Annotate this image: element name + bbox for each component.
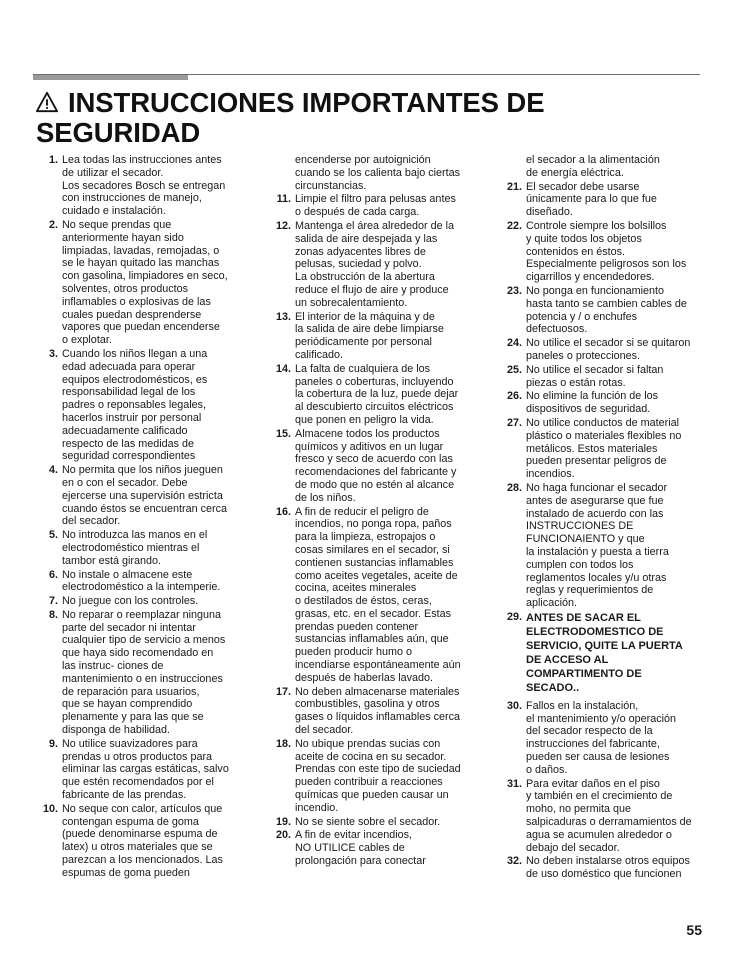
instruction-text: No deben instalarse otros equipos de uso doméstico que funcionen	[526, 855, 690, 881]
instruction-text: No haga funcionar el secador antes de asegurarse que fue instalado de acuerdo con las INSTRUCCIONES DE FUNCIONAIENTO y que la instalación y puesta a tierra cumplen con todos los reglamentos locales y/u otras reglas y requerimientos de aplicación.	[526, 481, 669, 610]
instruction-item	[36, 595, 246, 608]
instruction-text: Cuando los niños llegan a una edad adecuada para operar equipos electrodomésticos, es responsabilidad legal de los padres o reponsables legales, hacerlos instruir por personal adecuadamente calificado respecto de las medidas de seguridad correspondientes	[62, 347, 208, 463]
instruction-text: El secador debe usarse únicamente para lo que fue diseñado.	[526, 180, 657, 219]
instruction-number	[500, 154, 526, 180]
instruction-number: 29.	[506, 610, 522, 623]
instruction-item	[269, 193, 479, 219]
instruction-text: Almacene todos los productos químicos y aditivos en un lugar fresco y seco de acuerdo con las recomendaciones del fabricante y de modo que no estén al alcance de los niños.	[295, 427, 457, 504]
instruction-text: El interior de la máquina y de la salida de aire debe limpiarse periódicamente por personal calificado.	[295, 310, 444, 361]
instruction-text: No instale o almacene este electrodoméstico a la intemperie.	[62, 568, 221, 594]
instruction-item	[500, 220, 710, 284]
instruction-text: No elimine la función de los dispositivos de seguridad.	[526, 390, 659, 416]
instruction-text: No ubique prendas sucias con aceite de cocina en su secador. Prendas con este tipo de suciedad pueden contribuir a reacciones químicas que pueden causar un incendio.	[295, 737, 461, 814]
page-number: 55	[686, 922, 702, 938]
instruction-item	[36, 803, 246, 880]
instruction-number: 21.	[506, 180, 522, 193]
column-3	[500, 154, 710, 882]
instruction-number: 3.	[48, 347, 58, 360]
instruction-text: No juegue con los controles.	[62, 595, 199, 608]
instruction-number: 27.	[506, 416, 522, 429]
instruction-number: 25.	[506, 363, 522, 376]
instruction-text: No deben almacenarse materiales combustibles, gasolina y otros gases o líquidos inflamables cerca del secador.	[295, 685, 461, 737]
instruction-item	[269, 816, 479, 829]
instruction-number: 19.	[275, 815, 291, 828]
instruction-number: 11.	[276, 193, 291, 206]
instruction-number: 31.	[506, 777, 522, 790]
instruction-number: 16.	[275, 505, 291, 518]
warning-triangle-icon	[36, 91, 58, 113]
instruction-item	[500, 778, 710, 855]
instruction-item	[500, 611, 710, 695]
instruction-number: 1.	[48, 154, 58, 166]
instruction-item	[500, 154, 710, 180]
instruction-number: 8.	[48, 608, 58, 621]
instruction-text: Mantenga el área alrededor de la salida de aire despejada y las zonas adyacentes libres de pelusas, suciedad y polvo. La obstrucción de la abertura reduce el flujo de aire y produce un sobrecalentamiento.	[295, 219, 455, 309]
instruction-number: 4.	[48, 464, 58, 477]
instruction-item	[269, 154, 479, 192]
instruction-item	[36, 569, 246, 595]
instruction-number	[269, 154, 295, 192]
instruction-number: 17.	[275, 685, 291, 698]
instruction-text: Limpie el filtro para pelusas antes o después de cada carga.	[295, 193, 456, 219]
instruction-number: 22.	[506, 219, 522, 232]
instruction-item	[500, 482, 710, 610]
instruction-item	[269, 829, 479, 867]
instruction-item	[500, 417, 710, 481]
instruction-number: 20.	[275, 829, 291, 842]
instruction-item	[269, 686, 479, 737]
instruction-item	[269, 428, 479, 505]
instruction-number: 14.	[275, 362, 291, 375]
instruction-text: No utilice conductos de material plástico o materiales flexibles no metálicos. Estos materiales pueden presentar peligros de incendios.	[526, 416, 682, 481]
instruction-item	[500, 700, 710, 777]
instruction-item	[500, 364, 710, 390]
instruction-text: encenderse por autoignición cuando se los calienta bajo ciertas circunstancias.	[295, 154, 461, 192]
instruction-item	[269, 311, 479, 362]
instruction-item	[269, 506, 479, 685]
instruction-text: Fallos en la instalación, el mantenimiento y/o operación del secador respecto de la instrucciones del fabricante, pueden ser causa de lesiones o daños.	[526, 699, 677, 776]
instruction-item	[36, 219, 246, 347]
instruction-text: No se siente sobre el secador.	[295, 815, 441, 828]
instruction-number: 32.	[506, 855, 522, 868]
instruction-number: 24.	[506, 337, 522, 350]
page-title	[36, 88, 696, 148]
instruction-text: A fin de evitar incendios, NO UTILICE cables de prolongación para conectar	[295, 829, 426, 868]
instruction-item	[36, 154, 246, 218]
instruction-text: Para evitar daños en el piso y también en el crecimiento de moho, no permita que salpicaduras o derramamientos de agua se acumulen alrededor o debajo del secador.	[526, 777, 692, 854]
instruction-number: 26.	[506, 390, 522, 403]
title-line-2: SEGURIDAD	[36, 117, 201, 148]
instruction-item	[500, 181, 710, 219]
instruction-text: No utilice suavizadores para prendas u otros productos para eliminar las cargas estáticas, salvo que estén recomendados por el fabricante de las prendas.	[62, 737, 229, 802]
instruction-number: 2.	[48, 218, 58, 231]
instruction-item	[269, 363, 479, 427]
instruction-item	[36, 609, 246, 737]
instruction-number: 18.	[275, 737, 291, 750]
instruction-number: 30.	[506, 699, 522, 712]
instruction-number: 15.	[275, 427, 291, 440]
instruction-item	[36, 529, 246, 567]
instruction-number: 12.	[275, 219, 291, 232]
instruction-item	[269, 738, 479, 815]
instruction-item	[36, 348, 246, 463]
instruction-text: A fin de reducir el peligro de incendios, no ponga ropa, paños para la limpieza, estropajos o cosas similares en el secador, si contienen sustancias inflamables como aceites vegetales, aceite de cocina, aceites minerales o destilados de éstos, ceras, grasas, etc. en el secador. Estas prendas pueden contener sustancias inflamables aún, que pueden producir humo o incendiarse espontáneamente aún después de haberlas lavado.	[295, 505, 461, 684]
instruction-text: No introduzca las manos en el electrodoméstico mientras el tambor está girando.	[62, 529, 208, 567]
instruction-text: No utilice el secador si faltan piezas o están rotas.	[526, 363, 664, 389]
instruction-text: No utilice el secador si se quitaron paneles o protecciones.	[526, 337, 691, 362]
instruction-item	[500, 337, 710, 363]
instruction-number: 6.	[48, 568, 58, 581]
instruction-item	[500, 285, 710, 336]
instruction-text: No seque con calor, artículos que contengan espuma de goma (puede denominarse espuma de latex) u otros materiales que se parezcan a los mencionados. Las espumas de goma pueden	[62, 802, 223, 879]
instruction-text: No permita que los niños jueguen en o con el secador. Debe ejercerse una supervisión estricta cuando éstos se encuentran cerca del secador.	[62, 464, 228, 528]
instruction-number: 28.	[506, 481, 522, 494]
instruction-text: No ponga en funcionamiento hasta tanto se cambien cables de potencia y / o enchufes defectuosos.	[526, 284, 687, 336]
instruction-text: No reparar o reemplazar ninguna parte del secador ni intentar cualquier tipo de servicio a menos que haya sido recomendado en las instruc- ciones de mantenimiento o en instrucciones de reparación para usuarios, que se hayan comprendido plenamente y para las que se disponga de habilidad.	[62, 608, 226, 737]
column-1	[36, 154, 246, 881]
instruction-text: Lea todas las instrucciones antes de utilizar el secador. Los secadores Bosch se entregan con instrucciones de manejo, cuidado e instalación.	[62, 154, 226, 218]
title-line-1: INSTRUCCIONES IMPORTANTES DE	[68, 87, 545, 118]
instruction-item	[500, 390, 710, 416]
instruction-number: 7.	[48, 595, 58, 608]
instruction-number: 5.	[48, 529, 58, 542]
instruction-text: Controle siempre los bolsillos y quite todos los objetos contenidos en éstos. Especialmente peligrosos son los cigarrillos y encendedores.	[526, 219, 687, 284]
instruction-number: 10.	[42, 802, 58, 815]
instruction-number: 23.	[506, 284, 522, 297]
instruction-item	[500, 855, 710, 881]
instruction-item	[36, 738, 246, 802]
instruction-item	[269, 220, 479, 310]
instruction-number: 9.	[48, 737, 58, 750]
column-2	[269, 154, 479, 869]
instruction-number: 13.	[275, 310, 291, 323]
instruction-text: No seque prendas que anteriormente hayan sido limpiadas, lavadas, remojadas, o se le hayan quitado las manchas con gasolina, limpiadores en seco, solventes, otros productos inflamables o explosivas de las cuales puedan desprenderse vapores que puedan encenderse o explotar.	[62, 218, 228, 347]
header-accent-bar	[33, 75, 188, 80]
instruction-text: el secador a la alimentación de energía eléctrica.	[526, 154, 660, 179]
instruction-text: La falta de cualquiera de los paneles o coberturas, incluyendo la cobertura de la luz, puede dejar al descubierto circuitos eléctricos que ponen en peligro la vida.	[295, 362, 459, 426]
instruction-text: ANTES DE SACAR EL ELECTRODOMESTICO DE SERVICIO, QUITE LA PUERTA DE ACCESO AL COMPARTIMENTO DE SECADO..	[526, 611, 683, 694]
instruction-item	[36, 464, 246, 528]
